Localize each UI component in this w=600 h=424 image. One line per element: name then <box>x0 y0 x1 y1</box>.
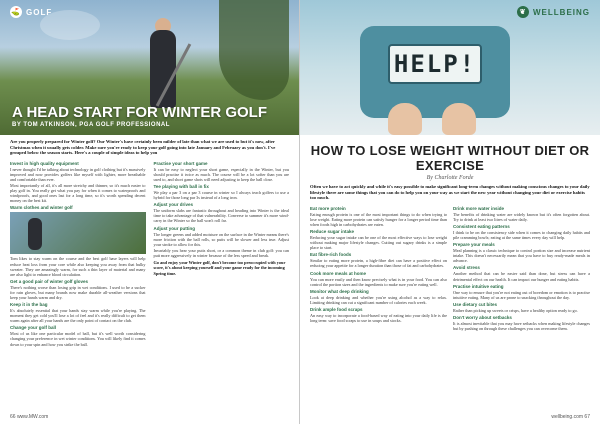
paragraph: We play a par 3 on a par 3 course in winter so I always teach golfers to use a hybrid for those long par 3s instead of a long iron. <box>153 190 289 201</box>
closing-paragraph: Go and enjoy your Winter golf, don't become too preoccupied with your score, it's about keeping yourself and your game ready for the incoming Spring time. <box>153 260 286 276</box>
paragraph: Meal planning is a classic technique to control portion size and increase nutrient intake. This doesn't necessarily mean that you have to buy ready-made meals in advance. <box>453 248 590 264</box>
article-byline: BY TOM ATKINSON, PGA GOLF PROFESSIONAL <box>12 122 170 128</box>
subhead: Consistent eating patterns <box>453 223 510 229</box>
subhead: Reduce sugar intake <box>310 229 355 235</box>
paragraph: You can more easily and then know precisely what is in your food. You can also control the portion sizes and the ingredients to make sure you're eating well. <box>310 276 447 287</box>
subhead: Cook more meals at home <box>310 270 367 276</box>
subhead: Eat fibre-rich foods <box>310 252 352 258</box>
paragraph: It is almost inevitable that you may have setbacks when making lifestyle changes but by pushing on through these challenges you can overcome them. <box>453 320 590 331</box>
paragraph: Similar to eating more protein, a high-fibre diet can have a positive effect on reducing your appetite for a longer duration than those of fat and carbohydrates. <box>310 258 447 269</box>
subhead: Keep it in the bag <box>10 302 48 308</box>
right-column-2 <box>453 204 590 332</box>
scale-display: HELP! <box>388 44 482 84</box>
paragraph: Invariably you hear your putts short, or a common theme in club golf: you can putt more aggressively in winter because of the less speed and break. <box>153 247 289 258</box>
paragraph: It can be easy to neglect your short game, especially in the Winter, but you should practise it twice as much. The course will be a lot softer than you are used to, and short game shots will need adjusting to keep the ball close. <box>153 166 289 182</box>
paragraph: Another method that can be easier said than done, but stress can have a detrimental effect on our health. It can impact our hunger and eating habits. <box>453 271 590 282</box>
section-label: GOLF <box>26 7 53 17</box>
subhead: Practise your short game <box>153 160 208 166</box>
subhead: Drink more water inside <box>453 205 505 211</box>
subhead: Monitor what deep drinking <box>310 288 369 294</box>
leaf-icon: ❦ <box>517 6 529 18</box>
paragraph: I never thought I'd be talking about technology in golf clothing but it's massively improved and now provides golfers like myself with lighter, more breathable and comfortable than ever. <box>10 166 146 182</box>
paragraph: The benefits of drinking water are widely known but it's often forgotten about. Try to drink at least two litres of water daily. <box>453 211 590 222</box>
golf-flag-icon: ⛳ <box>10 6 22 18</box>
paragraph: Eating enough protein is one of the most important things to do when trying to lose weight. Eating more protein can satisfy hunger for a longer period time than when foods high in carbohydrates are eaten. <box>310 211 447 227</box>
article-byline: By Charlotte Forde <box>426 175 474 181</box>
paragraph: Look at deep drinking and whether you're using alcohol as a way to relax. Limiting drinking can cut a significant number of calories each week. <box>310 294 447 305</box>
paragraph: One way to ensure that you're not eating out of boredom or emotion is to practise intuitive eating. Many of us are prone to snacking throughout the day. <box>453 289 590 300</box>
left-column-2 <box>154 159 290 348</box>
paragraph: An easy way to incorporate a food-based way of eating into your daily life is the long term: save food scraps to use in soups and stocks. <box>310 312 447 323</box>
paragraph: I think to be on the consistency side when it comes to changing daily habits and pile cramming bowls; eating at the same times every day will help. <box>453 229 590 241</box>
right-column-1 <box>310 204 447 332</box>
subhead: Adjust your putting <box>153 225 195 231</box>
article-title: A HEAD START FOR WINTER GOLF <box>12 104 267 121</box>
subhead: Prepare your meals <box>453 242 495 248</box>
subhead: Invest in high quality equipment <box>10 160 79 166</box>
right-foot <box>442 103 476 135</box>
golfer-figure-small <box>28 218 42 250</box>
subhead: Avoid stress <box>453 265 480 271</box>
paragraph: Rather than picking up sweets or crisps, have a healthy option ready to go. <box>453 307 578 313</box>
right-page <box>300 0 600 424</box>
paragraph: It's absolutely essential that your hands stay warm while you're playing. The moment they get cold you'll lose a lot of feel and it's really difficult to get them warm again after all your hands are the only point of contact on the club. <box>10 308 146 324</box>
left-foot <box>388 103 422 135</box>
page-folio-left: 66 www.MW.com <box>10 414 49 420</box>
paragraph: The longer greens and added moisture on the surface in the Winter means there's more friction with the ball rolls, so putts will be slower and less true. Adjust your stroke to allow for this. <box>153 231 289 247</box>
left-content <box>0 135 299 348</box>
golf-inset-image <box>10 212 146 254</box>
article-standfirst: Often we have to act quickly and while it's easy possible to make significant long-term changes without making conscious changes to your daily lifestyle there are some things that you can do to help you on your way as we start the new year without changing your diet or exercise habits too much. <box>310 184 590 201</box>
subhead: Use dietary cut bites <box>453 301 498 307</box>
article-intro: Are you properly prepared for Winter golf? Our Winter's have certainly been milder of late than what we are used to but it's now, after Christmas when it usually gets colder. Make sure you're ready to keep your golf going into late January and February as you don't. I've grouped below the season starts. Here's a couple of simple ideas to help you <box>10 139 276 156</box>
golf-hero-image <box>0 0 299 135</box>
article-title: HOW TO LOSE WEIGHT WITHOUT DIET OR EXERCISE <box>310 143 590 173</box>
paragraph: There's nothing worse than losing grip in wet conditions. I used to be a sucker for rain gloves, but many brands now make durable all-weather versions that keep your hands warm and dry. <box>10 284 146 300</box>
subhead: Drink ample food scraps <box>310 306 363 312</box>
section-header <box>517 6 590 18</box>
paragraph: Tom likes to stay warm on the course and the best golf base layers will help reduce heat loss from your core while also keeping you away from that bulky sweater. They are amazingly warm, for such a thin layer of material and many are also light to enhance blood circulation. <box>10 256 146 277</box>
subhead: Get a good pair of winter golf gloves <box>10 278 89 284</box>
wellbeing-hero-image <box>300 0 600 135</box>
page-folio-right: wellbeing.com 67 <box>551 414 590 420</box>
left-column-1 <box>10 159 146 348</box>
subhead: Change your golf ball <box>10 325 57 331</box>
subhead: Adjust your drives <box>153 202 194 208</box>
paragraph: Most of us like one particular model of ball, but it's well worth considering changing your preference in wet winter conditions. You will likely find it comes down to your spin and how you strike the ball. <box>10 331 146 347</box>
bathroom-scale <box>360 26 510 118</box>
subhead: Eat more protein <box>310 205 346 211</box>
paragraph: Most importantly of all, it's all more stretchy and thinner, so it's much easier to play golf in. You really get what you pay for when it comes to waterproofs and windproofs, and good ones last for a long time, so it's worth spending decent money on the best kit. <box>10 183 146 204</box>
tree-shape <box>219 0 289 100</box>
paragraph: The uniform slabs are fantastic throughout and heading into Winter is the ideal time to take advantage of that vulnerability. Converse to summer it's more wind-carry in the Winter so the ball won't roll far. <box>153 208 289 224</box>
right-content <box>300 135 600 332</box>
section-header <box>10 6 52 18</box>
subhead: Warm clothes and winter golf <box>10 205 73 211</box>
subhead: Practise intuitive eating <box>453 283 504 289</box>
subhead: Don't worry about setbacks <box>453 314 512 320</box>
section-label: WELLBEING <box>533 7 590 17</box>
paragraph: Reducing your sugar intake can be one of the most effective ways to lose weight without making major lifestyle changes. Cutting out sugary drinks is a simple place to start. <box>310 235 447 251</box>
subhead: Tee playing with ball in fix <box>153 184 209 190</box>
